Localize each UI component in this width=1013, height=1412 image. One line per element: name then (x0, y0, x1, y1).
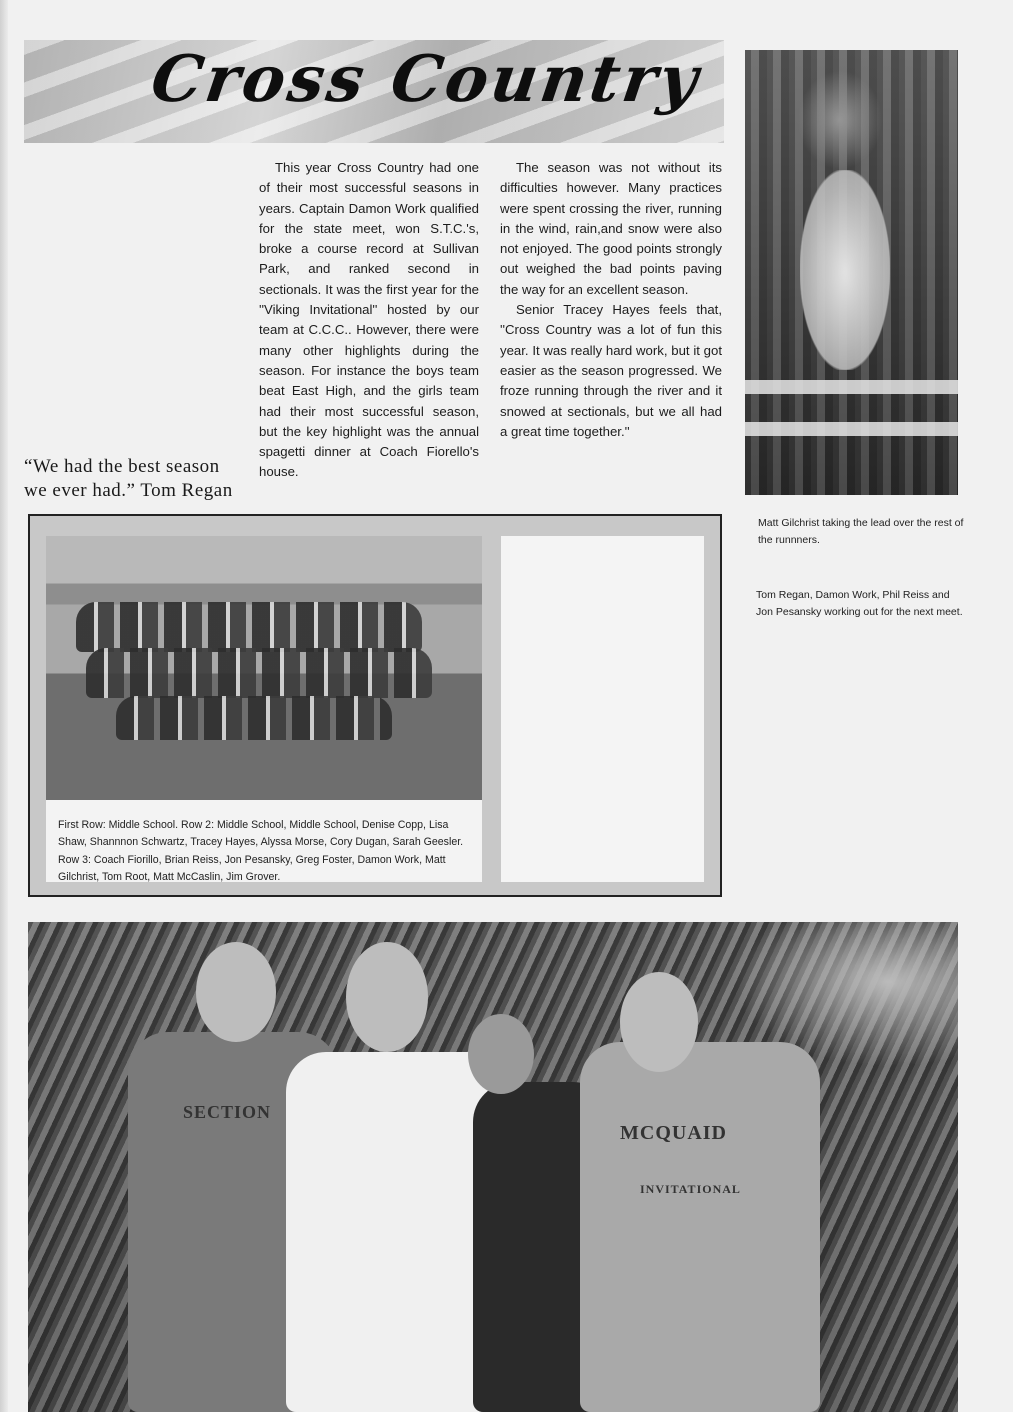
workout-photo-caption: Tom Regan, Damon Work, Phil Reiss and Jon Pesansky working out for the next meet. (756, 589, 963, 618)
team-row-2 (86, 648, 432, 698)
team-photo-frame (28, 514, 722, 897)
team-row-3 (76, 602, 422, 652)
shirt-print: SECTION (183, 1102, 272, 1122)
runner-figure (800, 170, 890, 370)
runner-head (468, 1014, 534, 1094)
shirt-print: INVITATIONAL (640, 1182, 741, 1196)
article-column-2 (500, 158, 722, 442)
shirt-print: MCQUAID (620, 1122, 727, 1144)
title-banner (24, 40, 724, 143)
runner-head (620, 972, 698, 1072)
article-paragraph: The season was not without its difficulties however. Many practices were spent crossing the river, running in the wind, rain,and snow were also not enjoyed. The good points strongly out weighed the bad points paving the way for an excellent season. (500, 160, 722, 297)
article-paragraph: Senior Tracey Hayes feels that, ''Cross Country was a lot of fun this year. It was really hard work, but it got easier as the season progressed. We froze running through the river and it snowed at sectionals, but we all had a great time together.'' (500, 302, 722, 439)
runner-head (196, 942, 276, 1042)
runner-figure (580, 1042, 820, 1412)
pull-quote: “We had the best season we ever had.” Tom Regan (24, 456, 233, 501)
article-paragraph: This year Cross Country had one of their most successful seasons in years. Captain Damon Work qualified for the state meet, won S.T.C.'s, broke a course record at Sullivan Park, and ranked second in sectionals. It was the first year for the ''Viking Invitational'' hosted by our team at C.C.C.. However, there were many other highlights during the season. For instance the boys team beat East High, and the girls team had their most successful season, but the key highlight was the annual spagetti dinner at Coach Fiorello's house. (259, 160, 479, 480)
runner-head (346, 942, 428, 1052)
blank-panel (501, 536, 704, 882)
binding-gutter (0, 0, 8, 1412)
lead-photo-caption: Matt Gilchrist taking the lead over the rest of the runnners. (758, 517, 964, 546)
team-photo-caption: First Row: Middle School. Row 2: Middle School, Middle School, Denise Copp, Lisa Shaw, Shannnon Schwartz, Tracey Hayes, Alyssa Morse, Cory Dugan, Sarah Geesler. Row 3: Coach Fiorillo, Brian Reiss, Jon Pesansky, Greg Foster, Damon Work, Matt Gilchrist, Tom Root, Matt McCaslin, Jim Grover. (46, 800, 482, 882)
runner-lead-photo (745, 50, 958, 495)
fence-rail (745, 380, 958, 394)
article-column-1 (259, 158, 479, 483)
runners-workout-photo (28, 922, 958, 1412)
page-title: Cross Country (146, 42, 706, 117)
fence-rail (745, 422, 958, 436)
team-row-1 (116, 696, 392, 740)
team-photo (46, 536, 482, 800)
